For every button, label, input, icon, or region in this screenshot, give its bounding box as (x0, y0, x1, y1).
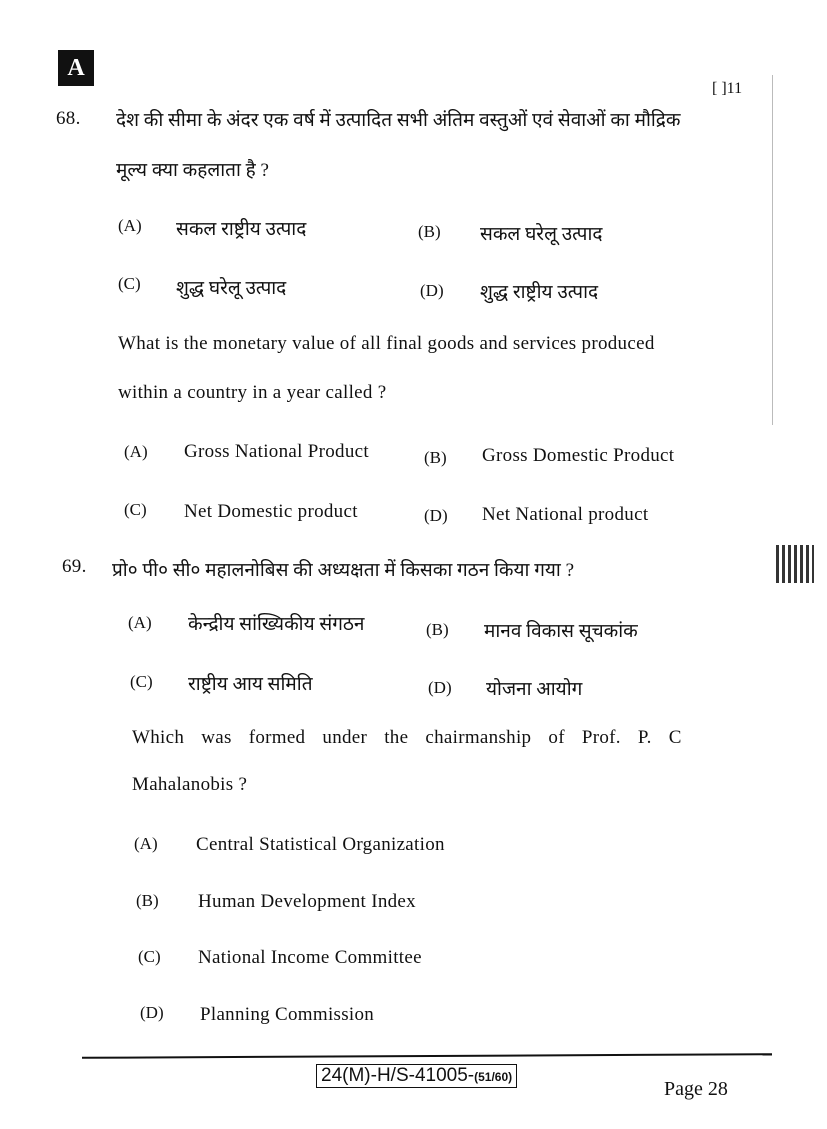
page-number: Page 28 (664, 1078, 728, 1100)
paper-code (316, 1064, 517, 1088)
option-text: केन्द्रीय सांख्यिकीय संगठन (188, 614, 365, 635)
question-hindi-line: देश की सीमा के अंदर एक वर्ष में उत्पादित सभी अंतिम वस्तुओं एवं सेवाओं का मौद्रिक (116, 110, 681, 131)
question-number: 68. (56, 108, 81, 129)
option-text: Gross National Product (184, 441, 369, 462)
option-label: (D) (428, 678, 452, 697)
option-label: (C) (130, 672, 153, 691)
option-label: (C) (118, 274, 141, 293)
option-label: (B) (136, 891, 159, 910)
question-english-line: Mahalanobis ? (132, 774, 248, 795)
option-text: सकल घरेलू उत्पाद (480, 224, 603, 245)
question-hindi-line: प्रो० पी० सी० महालनोबिस की अध्यक्षता में किसका गठन किया गया ? (112, 560, 575, 581)
option-text: Gross Domestic Product (482, 445, 675, 466)
option-label: (A) (118, 216, 142, 235)
option-label: (C) (138, 947, 161, 966)
set-badge: A (58, 50, 94, 86)
question-hindi-line: मूल्य क्या कहलाता है ? (116, 160, 269, 181)
corner-mark: [ ]11 (712, 80, 743, 97)
option-text: Human Development Index (198, 891, 416, 912)
option-text: राष्ट्रीय आय समिति (188, 674, 313, 695)
option-label: (A) (134, 834, 158, 853)
option-text: योजना आयोग (486, 679, 583, 700)
paper-code-text: 24(M)-H/S-41005- (321, 1065, 475, 1086)
option-text: शुद्ध राष्ट्रीय उत्पाद (480, 282, 599, 303)
option-text: National Income Committee (198, 947, 422, 968)
option-text: Net Domestic product (184, 501, 358, 522)
scan-edge (772, 75, 773, 425)
option-text: शुद्ध घरेलू उत्पाद (176, 278, 287, 299)
option-label: (D) (420, 281, 444, 300)
option-label: (D) (140, 1003, 164, 1022)
question-english-line: within a country in a year called ? (118, 382, 387, 403)
qr-code (776, 545, 814, 583)
option-text: Planning Commission (200, 1004, 375, 1025)
option-text: Central Statistical Organization (196, 834, 445, 855)
option-label: (B) (418, 222, 441, 241)
option-label: (A) (128, 613, 152, 632)
option-label: (A) (124, 442, 148, 461)
paper-code-suffix: (51/60) (474, 1070, 513, 1084)
question-english-line: Which was formed under the chairmanship of Prof. P. C (132, 727, 682, 748)
question-number: 69. (62, 556, 87, 577)
option-text: Net National product (482, 504, 649, 525)
option-text: सकल राष्ट्रीय उत्पाद (176, 219, 307, 240)
footer-rule (82, 1053, 772, 1059)
option-label: (B) (426, 620, 449, 639)
option-text: मानव विकास सूचकांक (484, 621, 638, 642)
question-english-line: What is the monetary value of all final goods and services produced (118, 333, 655, 354)
option-label: (C) (124, 500, 147, 519)
option-label: (B) (424, 448, 447, 467)
option-label: (D) (424, 506, 448, 525)
